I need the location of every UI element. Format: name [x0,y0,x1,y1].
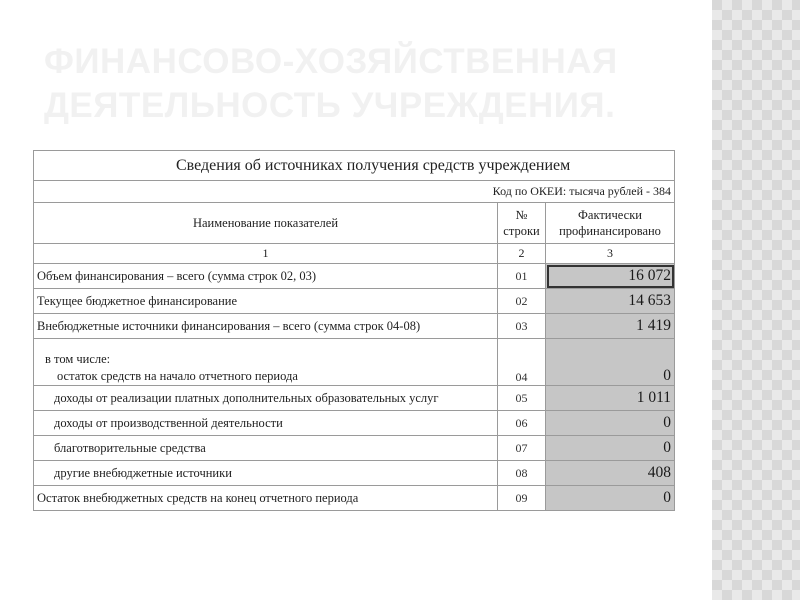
column-number: 3 [546,244,675,264]
column-number: 1 [34,244,498,264]
column-number-row [34,244,675,264]
row-name: Остаток внебюджетных средств на конец отчетного периода [34,486,498,511]
row-value[interactable]: 0 [546,339,675,386]
slide-title-line-2: ДЕЯТЕЛЬНОСТЬ УЧРЕЖДЕНИЯ. [44,86,616,125]
row-code: 07 [498,436,546,461]
table-row [34,461,675,486]
row-name: Объем финансирования – всего (сумма строк 02, 03) [34,264,498,289]
row-code: 02 [498,289,546,314]
table-row [34,436,675,461]
row-name: благотворительные средства [34,436,498,461]
table-row [34,486,675,511]
row-value[interactable]: 14 653 [546,289,675,314]
slide-title [44,40,684,128]
row-name: доходы от реализации платных дополнительных образовательных услуг [34,386,498,411]
column-number: 2 [498,244,546,264]
header-row [34,203,675,244]
header-code-line-2: строки [503,224,540,238]
header-value-line-2: профинансировано [559,224,661,238]
row-code: 04 [498,339,546,386]
unit-note: Код по ОКЕИ: тысяча рублей - 384 [34,181,675,203]
row-value[interactable]: 1 419 [546,314,675,339]
row-value-selected[interactable]: 16 072 [546,264,675,289]
table-row [34,411,675,436]
row-code: 05 [498,386,546,411]
row-name-group [34,339,498,386]
caption-row [34,151,675,181]
table-row [34,289,675,314]
row-name: доходы от производственной деятельности [34,411,498,436]
table-row [34,264,675,289]
row-value[interactable]: 0 [546,486,675,511]
row-value[interactable]: 0 [546,436,675,461]
row-code: 06 [498,411,546,436]
row-name: остаток средств на начало отчетного периода [57,369,298,383]
row-code: 01 [498,264,546,289]
header-name: Наименование показателей [34,203,498,244]
header-code-line-1: № [515,208,528,222]
row-code: 09 [498,486,546,511]
header-code [498,203,546,244]
slide-title-line-1: ФИНАНСОВО-ХОЗЯЙСТВЕННАЯ [44,42,618,81]
row-name: Текущее бюджетное финансирование [34,289,498,314]
table-row [34,386,675,411]
row-value[interactable]: 0 [546,411,675,436]
header-value-line-1: Фактически [578,208,642,222]
row-name-prefix: в том числе: [45,352,111,366]
unit-row [34,181,675,203]
header-value [546,203,675,244]
report-image [33,150,676,522]
row-code: 08 [498,461,546,486]
row-value[interactable]: 408 [546,461,675,486]
table-row [34,314,675,339]
decorative-side-pattern [712,0,800,600]
row-name: Внебюджетные источники финансирования – всего (сумма строк 04-08) [34,314,498,339]
row-code: 03 [498,314,546,339]
table-row [34,339,675,386]
row-value[interactable]: 1 011 [546,386,675,411]
report-table [33,150,675,511]
row-name: другие внебюджетные источники [34,461,498,486]
report-caption: Сведения об источниках получения средств учреждением [34,151,675,181]
